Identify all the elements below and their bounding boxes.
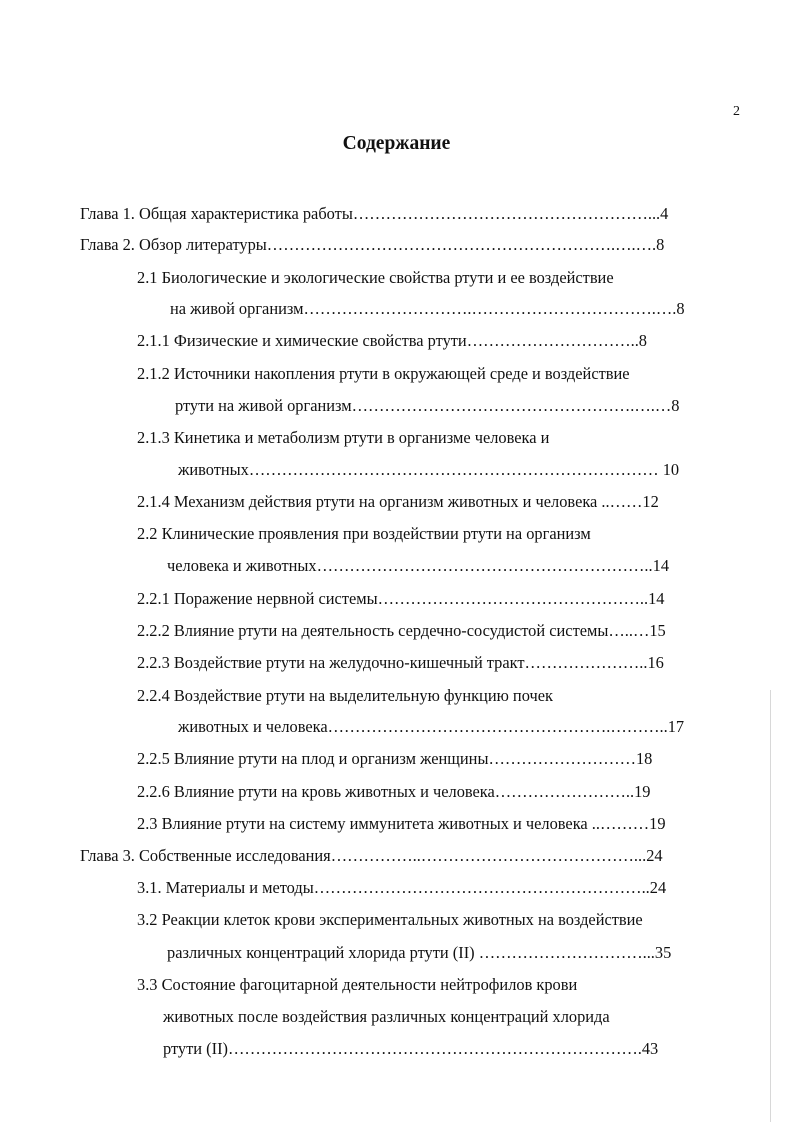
toc-line: 3.1. Материалы и методы……………………………………………………..24 — [137, 878, 667, 897]
toc-line: Глава 2. Обзор литературы……………………………………………………….….….8 — [80, 235, 665, 254]
toc-line: Глава 3. Собственные исследования……………..…………………………………...24 — [80, 846, 663, 865]
toc-line: человека и животных……………………………………………………..14 — [167, 556, 670, 575]
toc-line: 3.3 Состояние фагоцитарной деятельности нейтрофилов крови — [137, 975, 578, 994]
page-title: Содержание — [342, 133, 451, 154]
toc-line: 2.2.5 Влияние ртути на плод и организм женщины………………………18 — [137, 749, 653, 768]
toc-line: животных после воздействия различных концентраций хлорида — [163, 1007, 610, 1026]
page-number: 2 — [733, 104, 740, 119]
scan-artifact — [770, 690, 771, 1122]
toc-line: 2.3 Влияние ртути на систему иммунитета животных и человека ..………19 — [137, 814, 666, 833]
toc-line: ртути (II)………………………………………………………………….43 — [163, 1039, 659, 1058]
toc-line: 2.1.1 Физические и химические свойства ртути…………………………..8 — [137, 331, 647, 350]
toc-line: 2.1.4 Механизм действия ртути на организм животных и человека ..……12 — [137, 492, 659, 511]
toc-line: 2.2.3 Воздействие ртути на желудочно-кишечный тракт…………………..16 — [137, 653, 664, 672]
toc-line: 2.1.3 Кинетика и метаболизм ртути в организме человека и — [137, 428, 550, 447]
toc-line: различных концентраций хлорида ртути (II) …………………………...35 — [167, 943, 672, 962]
toc-line: животных………………………………………………………………… 10 — [178, 460, 680, 479]
toc-line: на живой организм………………………….…………………………….….8 — [170, 299, 685, 318]
toc-line: 3.2 Реакции клеток крови экспериментальных животных на воздействие — [137, 910, 643, 929]
toc-line: 2.2 Клинические проявления при воздействии ртути на организм — [137, 524, 591, 543]
toc-line: 2.2.6 Влияние ртути на кровь животных и человека……………………..19 — [137, 782, 651, 801]
toc-line: 2.1.2 Источники накопления ртути в окружающей среде и воздействие — [137, 364, 630, 383]
toc-line: 2.2.4 Воздействие ртути на выделительную функцию почек — [137, 686, 553, 705]
toc-line: 2.2.1 Поражение нервной системы…………………………………………..14 — [137, 589, 665, 608]
toc-line: 2.1 Биологические и экологические свойства ртути и ее воздействие — [137, 268, 614, 287]
toc-line: Глава 1. Общая характеристика работы………………………………………………...4 — [80, 204, 669, 223]
toc-line: 2.2.2 Влияние ртути на деятельность сердечно-сосудистой системы…..…15 — [137, 621, 666, 640]
toc-line: ртути на живой организм…………………………………………….….…8 — [175, 396, 680, 415]
toc-line: животных и человека…………………………………………….………..17 — [178, 717, 685, 736]
